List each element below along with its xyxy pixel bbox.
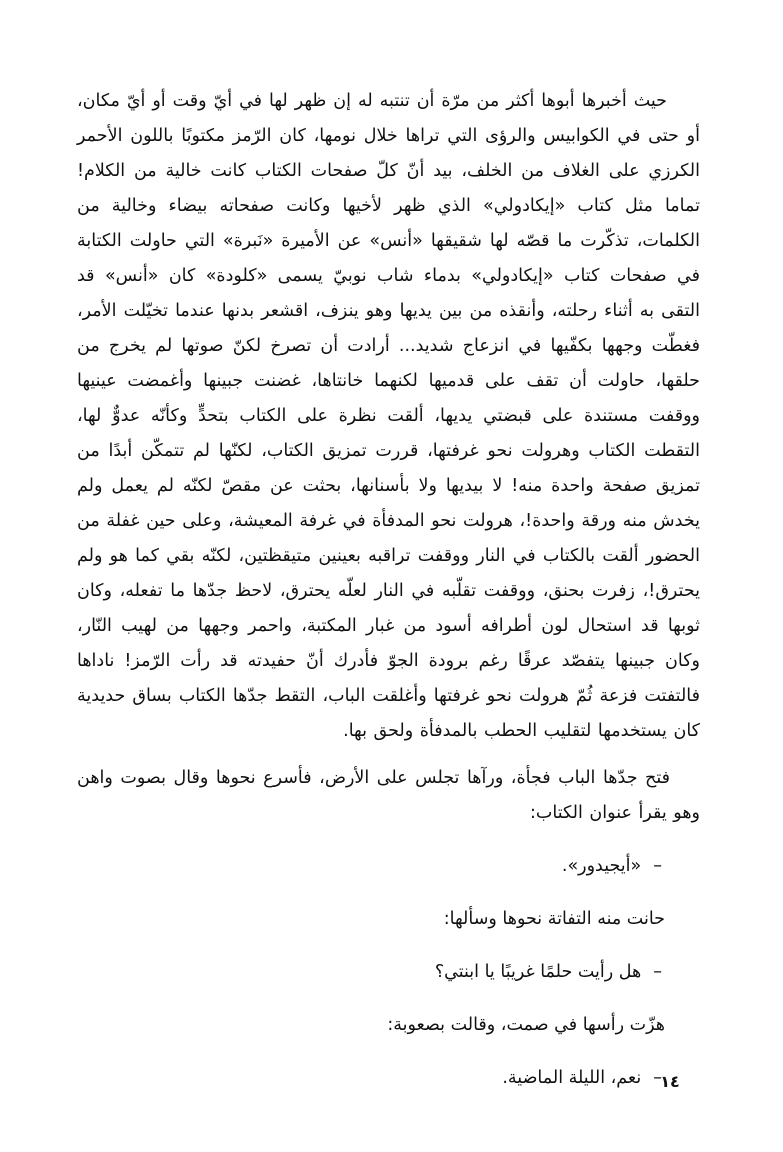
paragraph-main-narrative: حيث أخبرها أبوها أكثر من مرّة أن تنتبه له إن ظهر لها في أيّ وقت أو أيّ مكان، أو حتى في الكوابيس والرؤى التي تراها خلال نومها، كان الرّمز مكتوبًا باللون الأحمر الكرزي على الغلاف من الخلف، بيد أنّ كلّ صفحات الكتاب كانت خالية من الكلام! تماما مثل كتاب «إيكادولي» الذي ظهر لأخيها وكانت صفحاته بيضاء وخالية من الكلمات، تذكّرت ما قصّه لها شقيقها «أنس» عن الأميرة «نَبرة» التي حاولت الكتابة في صفحات كتاب «إيكادولي» بدماء شاب نوبيّ يسمى «كلودة» كان «أنس» قد التقى به أثناء رحلته، وأنقذه من بين يديها وهو ينزف، اقشعر بدنها عندما تخيّلت الأمر، فغطّت وجهها بكفّيها في انزعاج شديد... أرادت أن تصرخ لكنّ صوتها لم يخرج من حلقها، حاولت أن تقف على قدميها لكنهما خانتاها، غضنت جبينها وأغمضت عينيها ووقفت مستندة على قبضتي يديها، ألقت نظرة على الكتاب بتحدٍّ وكأنّه عدوٌّ لها، التقطت الكتاب وهرولت نحو غرفتها، قررت تمزيق الكتاب، لكنّها لم تتمكّن أبدًا من تمزيق صفحة واحدة منه! لا بيديها ولا بأسنانها، بحثت عن مقصّ لكنّه لم يعمل ولم يخدش منه ورقة واحدة!، هرولت نحو المدفأة في غرفة المعيشة، وعلى حين غفلة من الحضور ألقت بالكتاب في النار ووقفت تراقبه بعينين متيقظتين، لكنّه بقي كما هو ولم يحترق!، زفرت بحنق، ووقفت تقلّبه في النار لعلّه يحترق، لاحظ جدّها ما تفعله، وكان ثوبها قد استحال لون أطرافه أسود من غبار المكتبة، واحمر وجهها من لهيب النّار، وكان جبينها يتفصّد عرقًا رغم برودة الجوّ فأدرك أنّ حفيدته قد رأت الرّمز! ناداها فالتفتت فزعة ثُمّ هرولت نحو غرفتها وأغلقت الباب، التقط جدّها الكتاب بساق حديدية كان يستخدمها لتقليب الحطب بالمدفأة ولحق بها. bbox=[77, 91, 700, 741]
dialogue-text: هل رأيت حلمًا غريبًا يا ابنتي؟ bbox=[434, 962, 642, 982]
dialogue-line-question bbox=[77, 955, 700, 990]
dialogue-dash: – bbox=[653, 962, 662, 982]
dialogue-line-book-title bbox=[77, 849, 700, 884]
dialogue-text: «أيجيدور». bbox=[561, 856, 642, 876]
page-number: ١٤ bbox=[660, 1072, 680, 1091]
dialogue-text: نعم، الليلة الماضية. bbox=[502, 1068, 642, 1088]
dialogue-line-answer bbox=[77, 1061, 700, 1096]
narration-line-glance: حانت منه التفاتة نحوها وسألها: bbox=[443, 909, 665, 929]
narration-line-nod: هزّت رأسها في صمت، وقالت بصعوبة: bbox=[387, 1015, 665, 1035]
book-page-body bbox=[77, 84, 700, 1096]
dialogue-dash: – bbox=[653, 856, 662, 876]
dialogue-dash: – bbox=[653, 1068, 662, 1088]
paragraph-grandfather-enters: فتح جدّها الباب فجأة، ورآها تجلس على الأرض، فأسرع نحوها وقال بصوت واهن وهو يقرأ عنوان الكتاب: bbox=[77, 768, 700, 823]
